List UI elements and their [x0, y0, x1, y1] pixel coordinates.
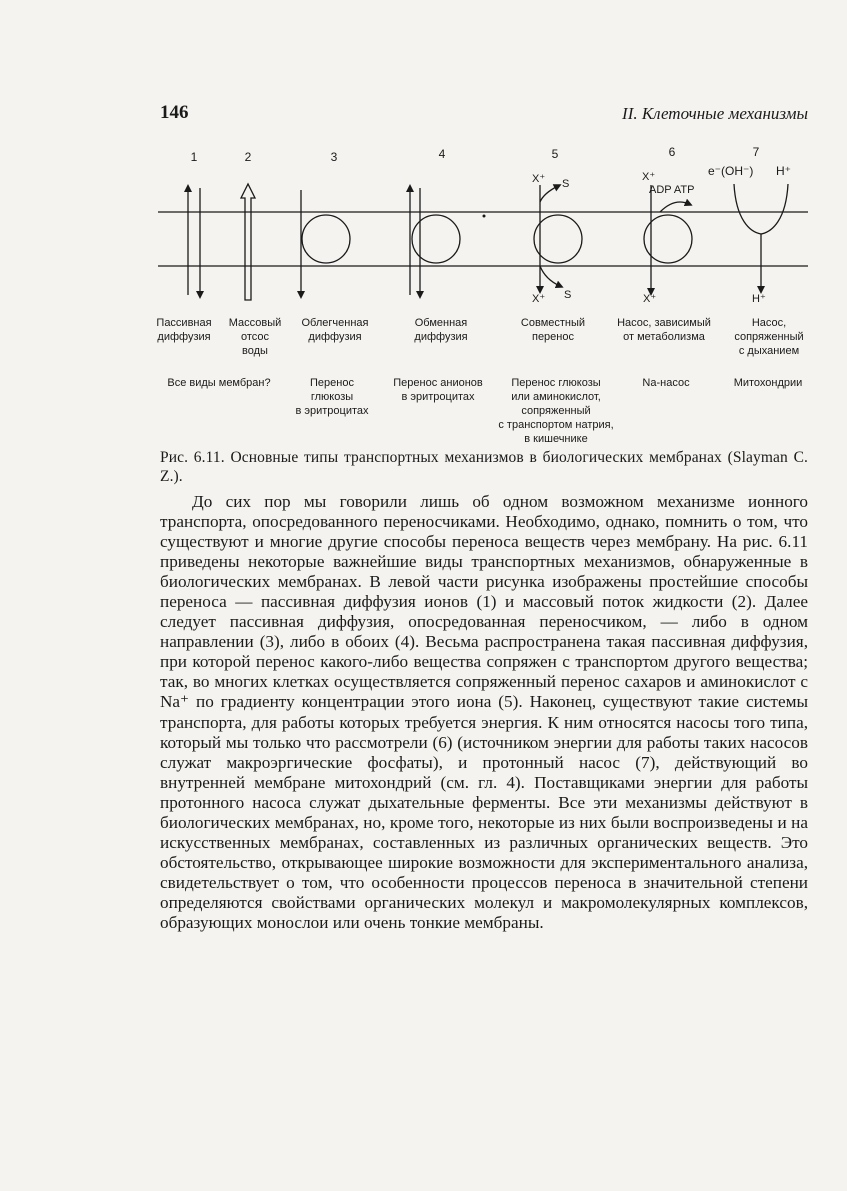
- v-shape-pump: [734, 184, 788, 234]
- adp-atp-label: ADP ATP: [649, 184, 695, 196]
- col-number: 7: [752, 145, 760, 159]
- h-plus-label: H⁺: [752, 293, 766, 305]
- figure-caption: Рис. 6.11. Основные типы транспортных механизмов в биологических мембранах (Slayman C. Z.).: [160, 449, 808, 485]
- carrier-circle: [412, 215, 460, 263]
- mechanism-name: Насос, сопряженный с дыханием: [734, 317, 804, 357]
- mechanism-name: Облегченная диффузия: [301, 317, 369, 343]
- mechanism-name: Совместный перенос: [520, 317, 586, 343]
- example-label: Митохондрии: [733, 377, 803, 389]
- mechanism-name: Обменная диффузия: [414, 317, 468, 343]
- mechanism-name: Массовый отсос воды: [228, 317, 282, 357]
- s-label: S: [564, 289, 572, 301]
- mechanism-name: Пассивная диффузия: [156, 317, 212, 343]
- x-plus-label: X⁺: [642, 171, 656, 183]
- s-label: S: [562, 178, 570, 190]
- x-plus-label: X⁺: [532, 173, 546, 185]
- col-number: 6: [668, 145, 676, 159]
- h-plus-label: H⁺: [776, 164, 791, 178]
- hollow-arrow-icon: [241, 184, 255, 300]
- page-header: [160, 100, 808, 130]
- col-number: 1: [190, 150, 198, 164]
- example-label: Перенос глюкозы в эритроцитах: [295, 377, 369, 417]
- example-label: Все виды мембран?: [167, 377, 271, 389]
- body-text: [160, 492, 808, 933]
- example-label: Перенос глюкозы или аминокислот, сопряженный с транспортом натрия, в кишечнике: [498, 377, 614, 445]
- x-plus-label: X⁺: [532, 293, 546, 305]
- page-number: 146: [160, 102, 189, 123]
- figure-transport-mechanisms: [148, 140, 818, 450]
- mechanism-name: Насос, зависимый от метаболизма: [617, 317, 711, 343]
- col-number: 2: [244, 150, 252, 164]
- x-plus-label: X⁺: [643, 293, 657, 305]
- example-label: Na-насос: [642, 377, 690, 389]
- col-number: 5: [551, 147, 559, 161]
- body-paragraph: До сих пор мы говорили лишь об одном возможном механизме ионного транспорта, опосредованного переносчиками. Необходимо, однако, помнить о том, что существуют и многие другие способы переноса веществ через мембрану. На рис. 6.11 приведены некоторые важнейшие виды транспортных механизмов, обнаруженные в биологических мембранах. В левой части рисунка изображены простейшие способы переноса — пассивная диффузия ионов (1) и массовый поток жидкости (2). Далее следует пассивная диффузия, опосредованная переносчиком, — либо в одном направлении (3), либо в обоих (4). Весьма распространена такая пассивная диффузия, при которой перенос какого-либо вещества сопряжен с транспортом другого вещества; так, во многих клетках осуществляется сопряженный перенос сахаров и аминокислот с Na⁺ по градиенту концентрации этого иона (5). Наконец, существуют такие системы транспорта, для работы которых требуется энергия. К ним относятся насосы того типа, который мы только что рассмотрели (6) (источником энергии для работы таких насосов служат макроэргические фосфаты), и протонный насос (7), действующий во внутренней мембране митохондрий (см. гл. 4). Поставщиками энергии для работы протонного насоса служат дыхательные ферменты. Все эти механизмы действуют в биологических мембранах, но, кроме того, некоторые из них были воспроизведены и на искусственных мембранах, составленных из различных органических веществ. Это обстоятельство, открывающее широкие возможности для экспериментального анализа, свидетельствует о том, что особенности процессов переноса в значительной степени определяются свойствами органических молекул и макромолекулярных комплексов, образующих монослои или очень тонкие мембраны.: [160, 492, 808, 932]
- col-number: 4: [438, 147, 446, 161]
- example-label: Перенос анионов в эритроцитах: [393, 377, 483, 403]
- carrier-circle: [302, 215, 350, 263]
- running-head: II. Клеточные механизмы: [622, 104, 808, 123]
- carrier-circle: [534, 215, 582, 263]
- col-number: 3: [330, 150, 338, 164]
- e-oh-label: e⁻(OH⁻): [708, 164, 754, 178]
